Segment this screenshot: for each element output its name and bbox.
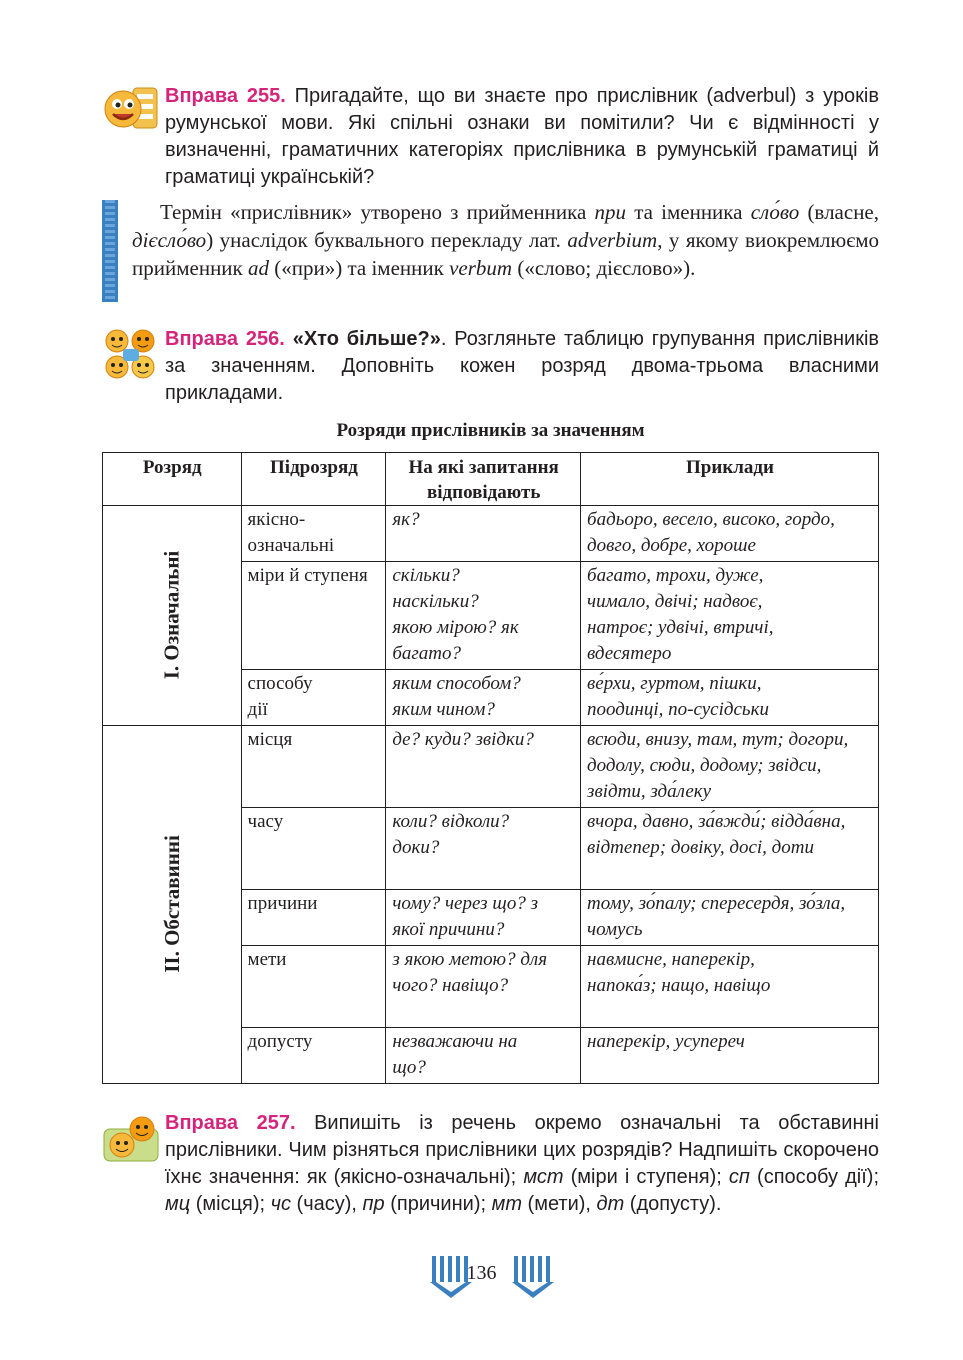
questions-cell: коли? відколи? доки?: [386, 808, 581, 890]
table-row: [103, 506, 879, 562]
category-attributive: I. Означальні: [103, 506, 242, 726]
etymology-note: Термін «прислівник» утворено з прийменника при та іменника сло́во (власне, дієсло́во) унаслідок буквального перекладу лат. adverbium, у якому виокремлюємо прийменник ad («при») та іменник verbum («слово; дієслово»).: [132, 200, 880, 280]
subrank-cell: міри й ступеня: [241, 562, 386, 670]
notebook-smiley-icon: [103, 84, 159, 132]
questions-cell: де? куди? звідки?: [386, 726, 581, 808]
pair-smileys-icon: [102, 1113, 160, 1165]
exercise-256-game-title: «Хто більше?»: [284, 328, 441, 350]
embroidery-ornament-icon: [510, 1252, 556, 1300]
table-header-row: [103, 453, 879, 506]
exercise-257-number: Вправа 257.: [165, 1112, 296, 1134]
exercise-255-text: Пригадайте, що ви знаєте про прислівник (adverbul) з уроків румунської мови. Які спільні ознаки ви помітили? Чи є відмінності у визначенні, граматичних категоріях прислівника в румунській граматиці й граматиці українській?: [165, 85, 880, 188]
questions-cell: з якою метою? для чого? навіщо?: [386, 946, 581, 1028]
group-smileys-icon: [103, 327, 159, 383]
adverb-categories-table: [102, 452, 879, 1084]
examples-cell: багато, трохи, дуже, чимало, двічі; надвоє, натроє; удвічі, втричі, вдесятеро: [581, 562, 879, 670]
category-circumstantial: II. Обставинні: [103, 726, 242, 1084]
exercise-255: [165, 83, 879, 191]
exercise-255-number: Вправа 255.: [165, 85, 286, 107]
header-subrank: Підрозряд: [241, 453, 386, 506]
questions-cell: незважаючи на що?: [386, 1028, 581, 1084]
header-questions: На які запитання відповідають: [386, 453, 581, 506]
subrank-cell: способу дії: [241, 670, 386, 726]
examples-cell: вчора, давно, за́вжди́; відда́вна, відтепер; довіку, досі, доти: [581, 808, 879, 890]
header-rank: Розряд: [103, 453, 242, 506]
page-number: 136: [466, 1262, 497, 1284]
examples-cell: навмисне, наперекір, напока́з; нащо, навіщо: [581, 946, 879, 1028]
examples-cell: тому, зо́палу; спересердя, зо́зла, чомусь: [581, 890, 879, 946]
examples-cell: бадьоро, весело, високо, гордо, довго, добре, хороше: [581, 506, 879, 562]
subrank-cell: причини: [241, 890, 386, 946]
table-row: [103, 726, 879, 808]
exercise-256-number: Вправа 256.: [165, 328, 285, 350]
note-side-bar: [102, 200, 118, 302]
questions-cell: яким способом? яким чином?: [386, 670, 581, 726]
table-title: Розряди прислівників за значенням: [336, 420, 645, 441]
subrank-cell: часу: [241, 808, 386, 890]
examples-cell: ве́рхи, гуртом, пішки, поодинці, по-сусідськи: [581, 670, 879, 726]
examples-cell: всюди, внизу, там, тут; догори, додолу, сюди, додому; звідси, звідти, зда́леку: [581, 726, 879, 808]
subrank-cell: допусту: [241, 1028, 386, 1084]
exercise-257: Вправа 257. Випишіть із речень окремо означальні та обставинні прислівники. Чим різняться прислівники цих розрядів? Надпишіть скорочено їхнє значення: як (якісно-означальні); мст (міри і ступеня); сп (способу дії); мц (місця); чс (часу), пр (причини); мт (мети), дт (допусту).: [165, 1112, 879, 1215]
exercise-256-text: . Розгляньте таблицю групування прислівників за значенням. Доповніть кожен розряд двома-трьома власними прикладами.: [165, 328, 880, 404]
subrank-cell: мети: [241, 946, 386, 1028]
questions-cell: чому? через що? з якої причини?: [386, 890, 581, 946]
subrank-cell: якісно-означальні: [241, 506, 386, 562]
header-examples: Приклади: [581, 453, 879, 506]
questions-cell: як?: [386, 506, 581, 562]
questions-cell: скільки? наскільки? якою мірою? як багато?: [386, 562, 581, 670]
examples-cell: наперекір, усупереч: [581, 1028, 879, 1084]
exercise-256: [165, 326, 879, 407]
subrank-cell: місця: [241, 726, 386, 808]
